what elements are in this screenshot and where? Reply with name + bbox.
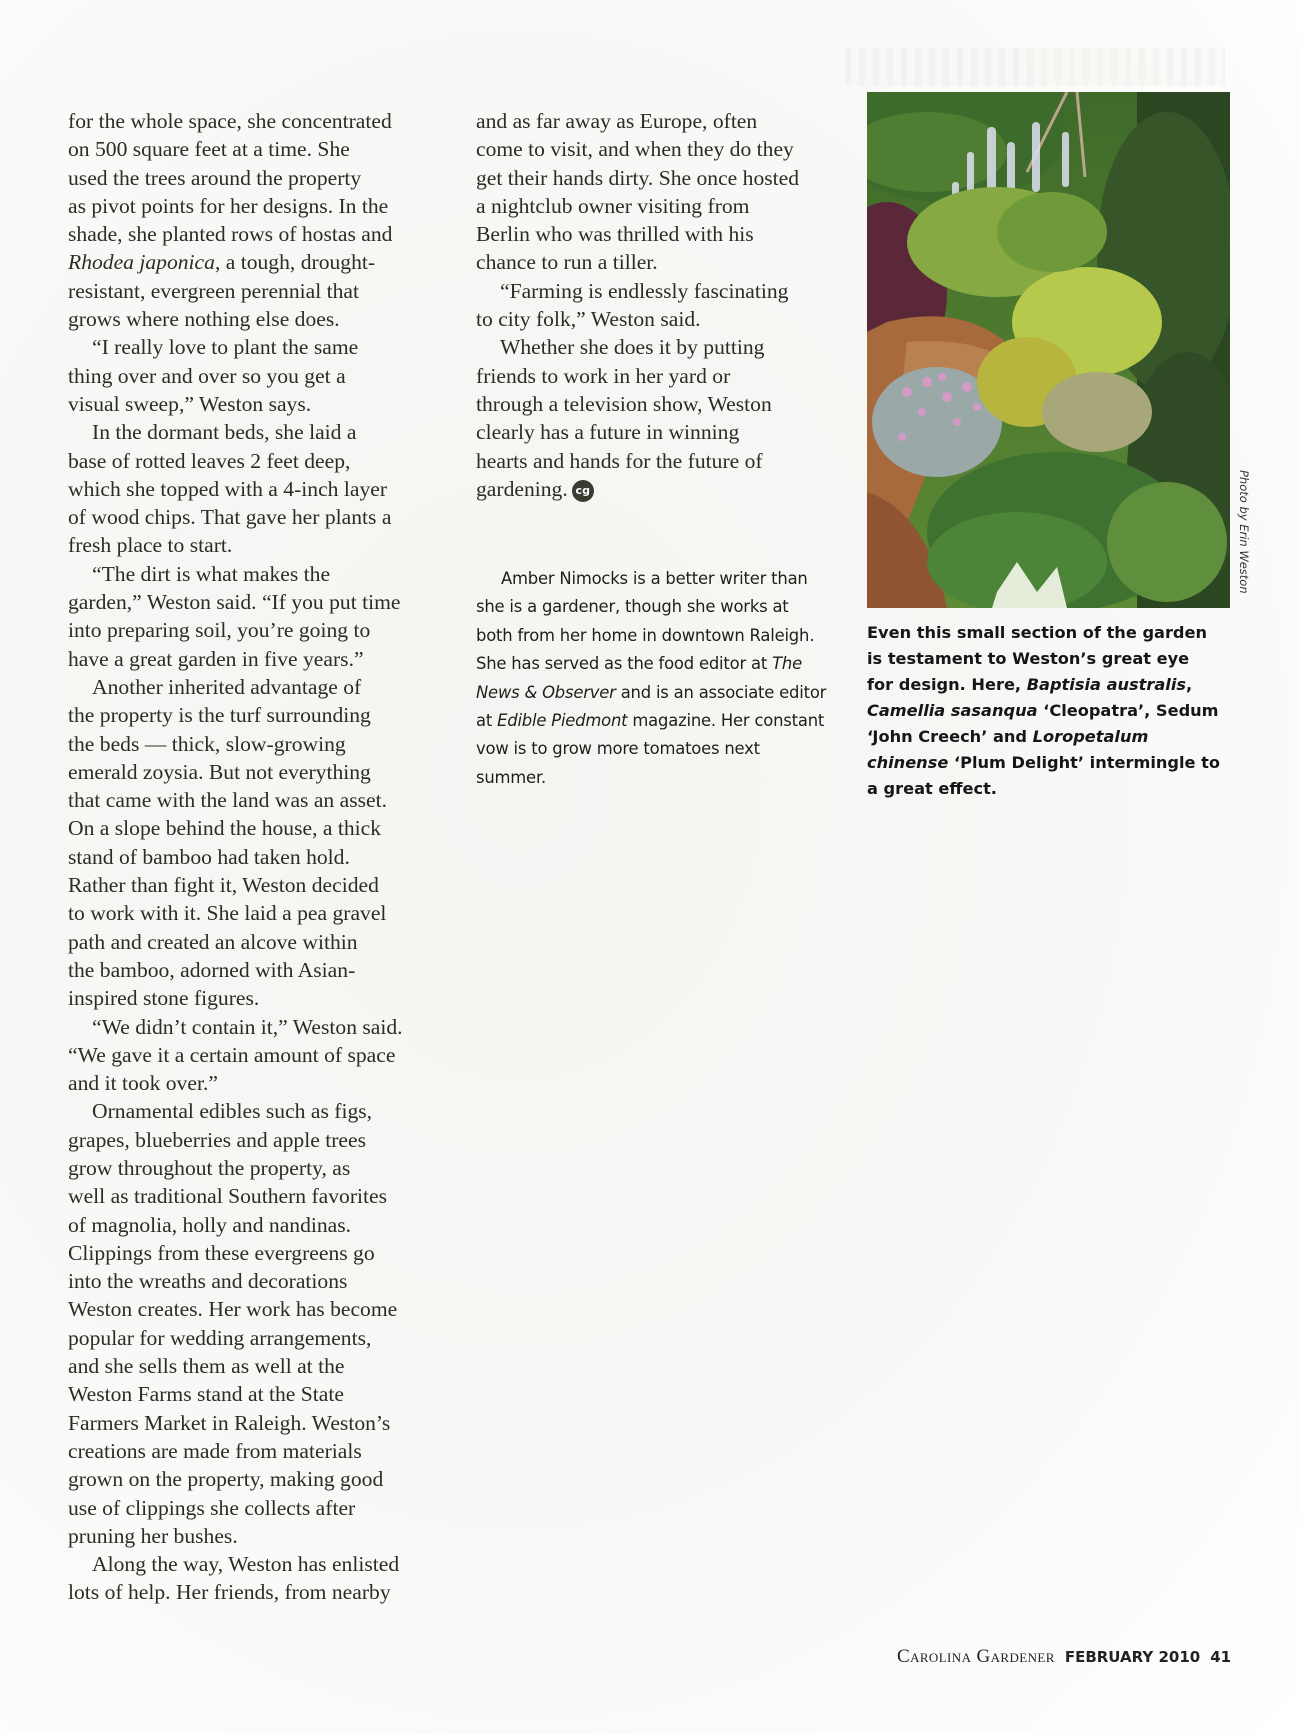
article-line [476,220,856,248]
article-line-text: “Farming is endlessly fascinating [500,278,789,303]
article-line-text: of magnolia, holly and nandinas. [68,1212,352,1237]
article-line [476,390,856,418]
bio-line [476,565,866,593]
article-line-text: use of clippings she collects after [68,1495,356,1520]
article-line-text: and as far away as Europe, often [476,109,758,133]
article-line-text: Weston creates. Her work has become [68,1297,398,1322]
article-line [68,1324,438,1352]
article-line-text: that came with the land was an asset. [68,788,388,813]
article-line-text: Another inherited advantage of [92,674,362,699]
article-line-text: emerald zoysia. But not everything [68,759,371,784]
article-line-text: shade, she planted rows of hostas and [68,222,393,247]
article-line [68,1380,438,1408]
article-line-text: to work with it. She laid a pea gravel [68,901,387,926]
article-line-text: “We gave it a certain amount of space [68,1042,396,1067]
article-line-text: on 500 square feet at a time. She [68,137,350,162]
article-line-text: grow throughout the property, as [68,1155,351,1180]
italic-term: Edible Piedmont [497,711,628,731]
article-line-text: garden,” Weston said. “If you put time [68,590,401,615]
article-line-text: and it took over.” [68,1071,218,1096]
article-line [68,645,438,673]
article-line-text: the bamboo, adorned with Asian- [68,957,356,982]
article-line [68,447,438,475]
article-line [68,1239,438,1267]
garden-photo [867,92,1230,608]
article-line [476,277,856,305]
article-line [68,588,438,616]
article-line-text: “The dirt is what makes the [92,561,331,586]
italic-term: Loropetalum [1032,727,1149,746]
photo-credit-text: Photo by Erin Weston [1237,470,1251,594]
bio-line [476,650,866,678]
article-line [68,333,438,361]
bio-line [476,735,866,763]
article-line-text: “I really love to plant the same [92,335,359,360]
article-line-text: base of rotted leaves 2 feet deep, [68,448,351,473]
article-column-2 [476,107,856,503]
article-line [68,1465,438,1493]
article-line-text: Berlin who was thrilled with his [476,222,754,247]
article-line [68,984,438,1012]
article-line [68,1550,438,1578]
article-line-text: have a great garden in five years.” [68,646,364,671]
article-line-text: Farmers Market in Raleigh. Weston’s [68,1410,391,1435]
article-line [476,305,856,333]
article-line [476,447,856,475]
article-line [68,1409,438,1437]
article-line [476,164,856,192]
article-line-text: grows where nothing else does. [68,307,340,332]
caption-text: Even this small section of the garden [867,623,1208,642]
bio-text: she is a gardener, though she works at [476,597,789,617]
article-line [68,673,438,701]
garden-photo-illustration [867,92,1230,608]
article-line [476,192,856,220]
article-line-text: Weston Farms stand at the State [68,1382,344,1407]
article-line-text: used the trees around the property [68,165,362,190]
bio-line [476,764,866,792]
article-line-text: through a television show, Weston [476,391,772,416]
caption-line [867,776,1267,802]
issue-date: FEBRUARY 2010 [1064,1648,1201,1666]
article-line [68,1182,438,1210]
bio-text: summer. [476,767,546,787]
italic-term: Baptisia australis [1026,675,1187,694]
article-line-text: well as traditional Southern favorites [68,1184,388,1209]
article-line-text: a nightclub owner visiting from [476,193,750,218]
caption-line [867,672,1267,698]
article-line [68,1352,438,1380]
article-line [68,220,438,248]
page-number: 41 [1210,1648,1232,1666]
article-line [68,248,438,276]
article-line [68,1494,438,1522]
article-line [68,560,438,588]
article-line [68,701,438,729]
article-line [68,164,438,192]
article-line-text: get their hands dirty. She once hosted [476,165,800,190]
article-line-text: clearly has a future in winning [476,420,740,445]
article-line-text: the beds — thick, slow-growing [68,731,346,756]
caption-line [867,698,1267,724]
article-line [68,390,438,418]
article-line [68,843,438,871]
article-line [68,616,438,644]
article-line-text: as pivot points for her designs. In the [68,193,389,218]
page-footer [897,1646,1231,1668]
article-line-text: inspired stone figures. [68,986,260,1011]
article-line [68,277,438,305]
bio-text: magazine. Her constant [627,711,825,731]
article-line [68,1295,438,1323]
article-line-text: creations are made from materials [68,1438,362,1463]
author-bio [476,565,866,792]
end-mark-icon: cg [572,480,594,502]
bio-text: and is an associate editor [615,682,827,702]
article-line-text: come to visit, and when they do they [476,137,794,162]
bio-text: Amber Nimocks is a better writer than [501,569,808,588]
caption-text: ‘Plum Delight’ intermingle to [948,753,1221,772]
article-line [68,503,438,531]
article-line-text: to city folk,” Weston said. [476,307,701,332]
bio-line [476,679,866,707]
article-line-text: into preparing soil, you’re going to [68,618,371,643]
article-line-text: Whether she does it by putting [500,335,765,360]
article-line [68,730,438,758]
italic-term: Rhodea japonica [68,250,215,275]
article-line [476,333,856,361]
article-column-1 [68,107,438,1607]
bio-text: both from her home in downtown Raleigh. [476,625,815,645]
article-line-text: of wood chips. That gave her plants a [68,505,392,530]
italic-term: chinense [867,753,949,772]
article-line-text: Ornamental edibles such as figs, [92,1099,373,1124]
article-line-text: resistant, evergreen perennial that [68,278,359,303]
article-line [68,928,438,956]
article-line-text: lots of help. Her friends, from nearby [68,1580,391,1605]
bio-text: She has served as the food editor at [476,654,773,674]
article-line-text: path and created an alcove within [68,929,358,954]
caption-text: ‘John Creech’ and [867,727,1033,746]
caption-line [867,724,1267,750]
article-line-text: , a tough, drought- [214,250,376,275]
caption-text: ‘Cleopatra’, Sedum [1037,701,1219,720]
caption-text: , [1186,675,1193,694]
article-line-text: grown on the property, making good [68,1467,384,1492]
article-line [476,135,856,163]
article-line [68,1013,438,1041]
article-line-text: In the dormant beds, she laid a [92,420,357,445]
article-line [68,1267,438,1295]
article-line-text: stand of bamboo had taken hold. [68,844,350,869]
bio-line [476,622,866,650]
article-line-text: fresh place to start. [68,533,233,558]
bio-line [476,593,866,621]
article-line [68,1126,438,1154]
article-line [68,1578,438,1606]
article-line [476,107,856,135]
article-line [476,248,856,276]
article-line-text: Clippings from these evergreens go [68,1240,375,1265]
article-line [68,475,438,503]
bio-line [476,707,866,735]
italic-term: News & Observer [476,682,616,702]
article-line-text: hearts and hands for the future of [476,448,763,473]
article-line [68,1097,438,1125]
caption-line [867,750,1267,776]
article-line [68,531,438,559]
article-line [68,1437,438,1465]
article-line-text: which she topped with a 4-inch layer [68,476,388,501]
caption-text: is testament to Weston’s great eye [867,649,1190,668]
article-line [68,362,438,390]
italic-term: Camellia sasanqua [867,701,1038,720]
article-line [68,418,438,446]
italic-term: The [772,654,802,674]
bio-text: at [476,711,498,731]
article-line-text: Along the way, Weston has enlisted [92,1552,400,1577]
article-line-text: Rather than fight it, Weston decided [68,873,379,898]
article-line-text: visual sweep,” Weston says. [68,391,312,416]
article-line [68,192,438,220]
article-line-text: pruning her bushes. [68,1523,238,1548]
article-line-text: friends to work in her yard or [476,363,731,388]
article-line [476,475,856,503]
caption-text: for design. Here, [867,675,1027,694]
article-line [68,1069,438,1097]
article-line-text: popular for wedding arrangements, [68,1325,372,1350]
article-line [68,956,438,984]
article-line-text: On a slope behind the house, a thick [68,816,382,841]
article-line [68,1154,438,1182]
article-line-text: chance to run a tiller. [476,250,658,275]
faded-section-header [845,48,1225,86]
photo-credit [1233,470,1255,610]
article-line [68,871,438,899]
article-line-text: thing over and over so you get a [68,363,346,388]
article-line [68,1522,438,1550]
article-line-text: “We didn’t contain it,” Weston said. [92,1014,403,1039]
caption-text: a great effect. [867,779,997,798]
article-line [476,418,856,446]
article-line [476,362,856,390]
article-line-text: grapes, blueberries and apple trees [68,1127,366,1152]
article-line-text: gardening. [476,476,568,501]
article-line [68,107,438,135]
article-line [68,758,438,786]
photo-caption [867,620,1267,802]
article-line [68,899,438,927]
article-line [68,1211,438,1239]
magazine-name: Carolina Gardener [897,1646,1055,1667]
article-line-text: into the wreaths and decorations [68,1269,348,1294]
article-line [68,814,438,842]
article-line [68,305,438,333]
article-line-text: and she sells them as well at the [68,1354,345,1379]
article-line [68,786,438,814]
article-line-text: the property is the turf surrounding [68,703,371,728]
article-line [68,135,438,163]
bio-text: vow is to grow more tomatoes next [476,739,760,759]
caption-line [867,620,1267,646]
article-line [68,1041,438,1069]
article-line-text: for the whole space, she concentrated [68,109,392,133]
caption-line [867,646,1267,672]
